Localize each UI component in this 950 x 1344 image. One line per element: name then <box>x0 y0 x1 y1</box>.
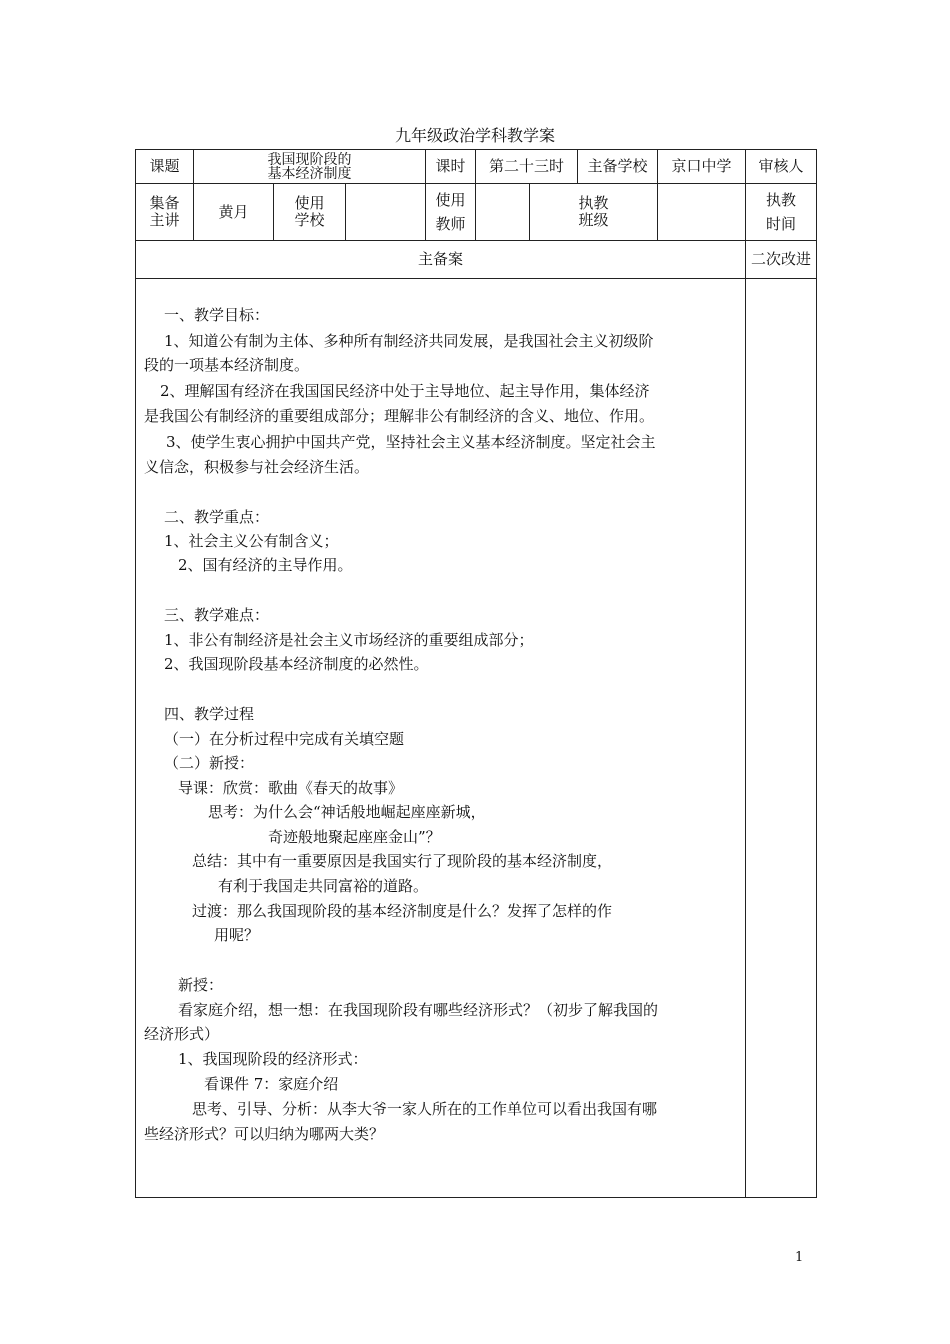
class-label-line-1: 执教 <box>578 194 609 212</box>
content-line: 看课件 7：家庭介绍 <box>204 1075 339 1093</box>
using-school-label <box>274 184 346 241</box>
content-line: 2、我国现阶段基本经济制度的必然性。 <box>164 655 429 673</box>
content-line: 奇迹般地聚起座座金山”？ <box>268 828 441 846</box>
content-line: 思考：为什么会“神话般地崛起座座新城， <box>208 803 486 821</box>
content-line: 义信念，积极参与社会经济生活。 <box>144 458 370 476</box>
page-number: 1 <box>795 1250 804 1265</box>
using-teacher-value <box>476 184 530 241</box>
teach-time-line-1: 执教 <box>766 191 797 209</box>
using-school-line-2: 学校 <box>294 211 325 229</box>
content-line: 1、非公有制经济是社会主义市场经济的重要组成部分； <box>164 631 534 649</box>
content-line: 3、使学生衷心拥护中国共产党，坚持社会主义基本经济制度。坚定社会主 <box>166 433 656 451</box>
content-line: 1、我国现阶段的经济形式： <box>178 1050 368 1068</box>
using-school-value <box>346 184 426 241</box>
main-plan-label: 主备案 <box>136 241 746 279</box>
period-label: 课时 <box>426 150 476 184</box>
content-line: （二）新授： <box>164 754 255 772</box>
lecturer-label-line-1: 集备 <box>149 194 180 212</box>
content-line: 三、教学难点： <box>164 606 270 624</box>
lesson-plan-table <box>135 149 817 1198</box>
content-line: （一）在分析过程中完成有关填空题 <box>164 730 405 748</box>
lecturer-label-line-2: 主讲 <box>149 211 180 229</box>
content-line: 新授： <box>178 976 224 994</box>
teach-time-line-2: 时间 <box>766 215 797 233</box>
using-teacher-line-2: 教师 <box>435 215 466 233</box>
reviewer-label: 审核人 <box>758 157 804 175</box>
content-line: 过渡：那么我国现阶段的基本经济制度是什么？发挥了怎样的作 <box>192 902 613 920</box>
content-line: 1、社会主义公有制含义； <box>164 532 339 550</box>
page-title: 九年级政治学科教学案 <box>394 126 555 145</box>
content-line: 2、国有经济的主导作用。 <box>178 556 353 574</box>
period-value: 第二十三时 <box>476 150 578 184</box>
lecturer-label <box>136 184 194 241</box>
content-line: 总结：其中有一重要原因是我国实行了现阶段的基本经济制度， <box>192 852 613 870</box>
content-line: 有利于我国走共同富裕的道路。 <box>218 877 429 895</box>
using-teacher-label <box>426 184 476 241</box>
content-line: 一、教学目标： <box>164 306 270 324</box>
using-teacher-line-1: 使用 <box>435 191 466 209</box>
main-plan-content <box>136 279 746 1198</box>
content-line: 2、理解国有经济在我国国民经济中处于主导地位、起主导作用，集体经济 <box>160 382 650 400</box>
header-row-3 <box>136 241 817 279</box>
content-line: 段的一项基本经济制度。 <box>144 356 310 374</box>
reviewer-cell <box>746 150 817 184</box>
content-line: 是我国公有制经济的重要组成部分；理解非公有制经济的含义、地位、作用。 <box>144 407 655 425</box>
improvement-label: 二次改进 <box>746 241 817 279</box>
content-line: 二、教学重点： <box>164 508 270 526</box>
content-line: 看家庭介绍，想一想：在我国现阶段有哪些经济形式？（初步了解我国的 <box>178 1001 659 1019</box>
content-line: 1、知道公有制为主体、多种所有制经济共同发展，是我国社会主义初级阶 <box>164 332 654 350</box>
using-school-line-1: 使用 <box>294 194 325 212</box>
lead-school-value: 京口中学 <box>658 150 746 184</box>
content-line: 些经济形式？可以归纳为哪两大类？ <box>144 1125 385 1143</box>
content-line: 用呢？ <box>214 926 260 944</box>
content-line: 导课：欣赏：歌曲《春天的故事》 <box>178 779 404 797</box>
header-row-2 <box>136 184 817 241</box>
lead-school-label: 主备学校 <box>578 150 658 184</box>
class-label-line-2: 班级 <box>578 211 609 229</box>
teach-time-label <box>746 184 817 241</box>
topic-label: 课题 <box>136 150 194 184</box>
content-line: 四、教学过程 <box>164 705 255 723</box>
content-line: 经济形式） <box>144 1025 220 1043</box>
topic-value <box>194 150 426 184</box>
class-label <box>530 184 658 241</box>
class-value <box>658 184 746 241</box>
header-row-1 <box>136 150 817 184</box>
lecturer-value: 黄月 <box>194 184 274 241</box>
topic-line-2: 基本经济制度 <box>267 165 352 182</box>
topic-line-1: 我国现阶段的 <box>267 151 352 168</box>
content-line: 思考、引导、分析：从李大爷一家人所在的工作单位可以看出我国有哪 <box>192 1100 658 1118</box>
content-row <box>136 279 817 1198</box>
improvement-content <box>746 279 817 1198</box>
